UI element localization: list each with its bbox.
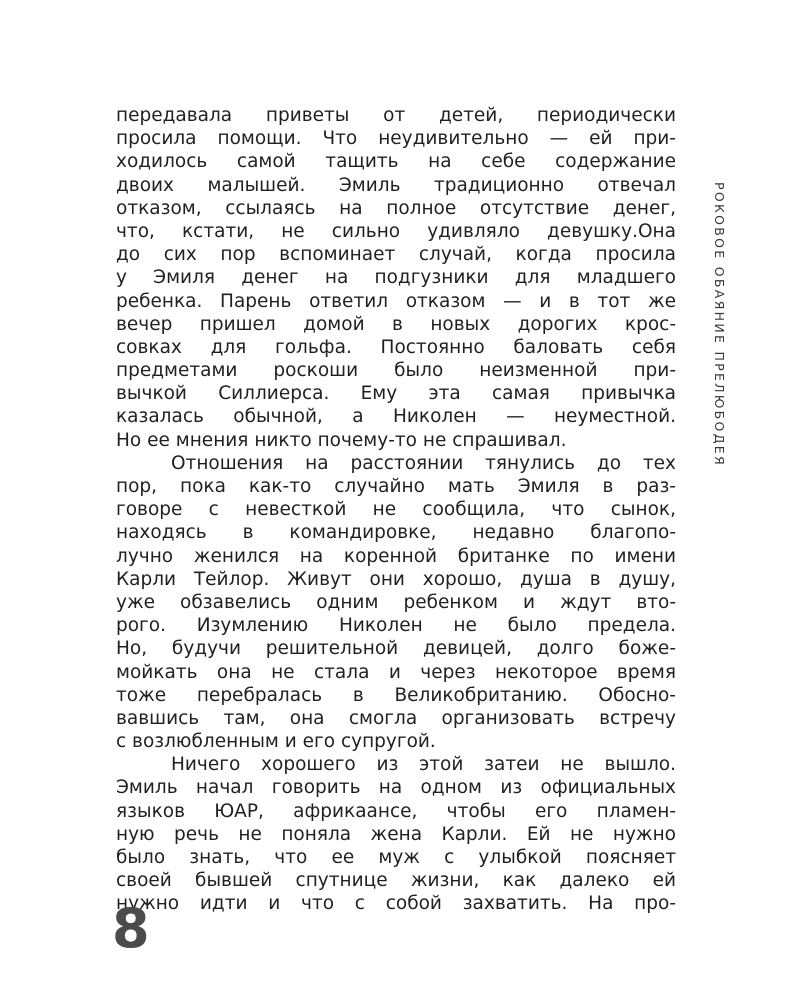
text-line: уже обзавелись одним ребенком и ждут вто- — [116, 591, 676, 613]
text-line: лучно женился на коренной британке по имени — [116, 545, 676, 567]
text-line: вавшись там, она смогла организовать встречу — [116, 707, 676, 729]
text-line: казалась обычной, а Николен — неуместной. — [116, 406, 676, 428]
text-line: рого. Изумлению Николен не было предела. — [116, 615, 676, 637]
text-line: вычкой Силлиерса. Ему эта самая привычка — [116, 383, 676, 405]
text-line: вечер пришел домой в новых дорогих крос- — [116, 313, 676, 335]
text-line: языков ЮАР, африкаансе, чтобы его пламен- — [116, 800, 676, 822]
text-line: Но, будучи решительной девицей, долго боже- — [116, 638, 676, 660]
text-line: до сих пор вспоминает случай, когда просила — [116, 244, 676, 266]
text-line: тоже перебралась в Великобританию. Обосно- — [116, 684, 676, 706]
text-line: Но ее мнения никто почему-то не спрашивал. — [116, 429, 567, 451]
text-line: нужно идти и что с собой захватить. На про- — [116, 893, 676, 915]
text-line: предметами роскоши было неизменной при- — [116, 360, 676, 382]
text-line: своей бывшей спутнице жизни, как далеко ей — [116, 870, 676, 892]
text-line: отказом, ссылаясь на полное отсутствие денег, — [116, 197, 676, 219]
text-line: ребенка. Парень ответил отказом — и в тот же — [116, 290, 676, 312]
paragraph-first-line: Ничего хорошего из этой затеи не вышло. — [171, 754, 676, 776]
text-line: с возлюбленным и его супругой. — [116, 731, 436, 753]
text-line: пор, пока как-то случайно мать Эмиля в раз- — [116, 476, 676, 497]
text-line: просила помощи. Что неудивительно — ей при- — [116, 128, 676, 150]
running-head: РОКОВОЕ ОБАЯНИЕ ПРЕЛЮБОДЕЯ — [712, 182, 727, 467]
text-line: совках для гольфа. Постоянно баловать себя — [116, 336, 676, 358]
text-line: ную речь не поняла жена Карли. Ей не нужно — [116, 823, 676, 845]
paragraph-first-line: Отношения на расстоянии тянулись до тех — [171, 452, 676, 474]
text-line: передавала приветы от детей, периодически — [116, 105, 676, 126]
page-number: 8 — [112, 897, 150, 960]
text-line: ходилось самой тащить на себе содержание — [116, 151, 676, 173]
text-line: говоре с невесткой не сообщила, что сынок, — [116, 499, 676, 521]
text-line: находясь в командировке, недавно благопо- — [116, 522, 676, 544]
text-line: что, кстати, не сильно удивляло девушку.Она — [116, 220, 676, 242]
text-line: мойкать она не стала и через некоторое время — [116, 661, 676, 683]
text-line: двоих малышей. Эмиль традиционно отвечал — [116, 174, 676, 196]
text-line: Карли Тейлор. Живут они хорошо, душа в душу, — [116, 568, 676, 590]
body-text — [116, 104, 676, 916]
text-line: Эмиль начал говорить на одном из официальных — [116, 777, 676, 799]
text-line: у Эмиля денег на подгузники для младшего — [116, 267, 676, 289]
text-line: было знать, что ее муж с улыбкой поясняет — [116, 847, 676, 868]
